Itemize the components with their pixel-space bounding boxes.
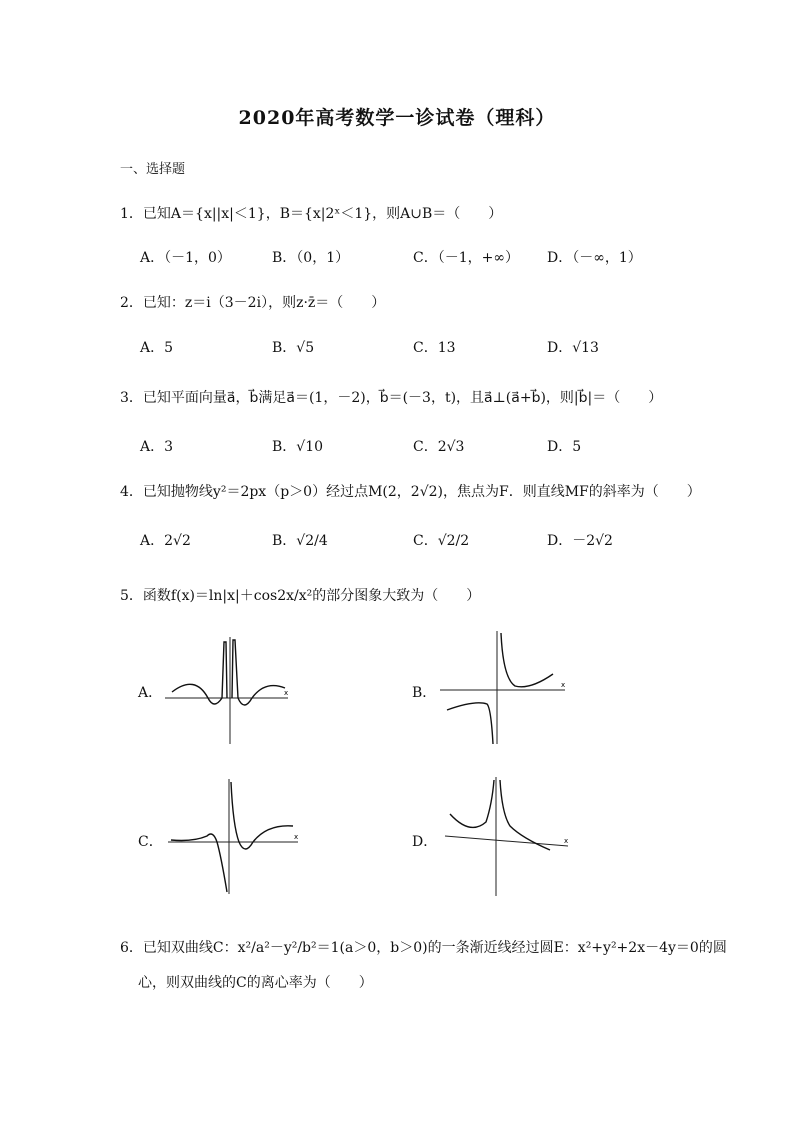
question-number: 2． [120, 295, 143, 311]
question-4 [120, 481, 701, 501]
graph-c [163, 776, 303, 898]
axis-x-label: x [564, 837, 569, 845]
graph-a-label: A． [138, 685, 163, 701]
axis-x-label: x [561, 681, 566, 689]
graph-c-label: C． [138, 834, 163, 850]
question-1 [120, 203, 502, 223]
curve-right [501, 633, 553, 687]
q3-option-d: D．5 [547, 439, 582, 455]
q4-option-d: D．－2√2 [547, 533, 613, 549]
question-number: 4． [120, 484, 143, 500]
q1-option-c: C．（－1，+∞） [413, 250, 520, 266]
question-5 [120, 585, 480, 605]
q2-option-b: B．√5 [272, 340, 315, 356]
question-stem: 函数f(x)＝ln|x|＋cos2x/x²的部分图象大致为（ ） [142, 588, 481, 604]
x-axis [445, 836, 568, 846]
q4-option-c: C．√2/2 [413, 533, 470, 549]
q3-option-a: A．3 [140, 439, 174, 455]
question-2 [120, 292, 385, 312]
q1-option-b: B．（0，1） [272, 250, 350, 266]
question-number: 6． [120, 940, 143, 956]
q4-option-b: B．√2/4 [272, 533, 328, 549]
curve-left [171, 834, 227, 892]
question-number: 1． [120, 206, 143, 222]
question-3 [120, 387, 662, 407]
curve-left [447, 703, 493, 744]
q3-option-b: B．√10 [272, 439, 324, 455]
axis-x-label: x [284, 689, 289, 697]
q1-option-d: D．（－∞，1） [547, 250, 642, 266]
question-stem: 已知抛物线y²＝2px（p＞0）经过点M(2，2√2)，焦点为F．则直线MF的斜率为（ ） [142, 484, 701, 500]
curve-left [450, 780, 494, 827]
curve-right [500, 780, 550, 850]
question-stem: 已知A＝{x||x|＜1}，B＝{x|2ˣ＜1}，则A∪B＝（ ） [142, 206, 503, 222]
curve-left [172, 642, 227, 704]
q1-option-a: A．（－1，0） [140, 250, 231, 266]
question-stem: 已知：z＝i（3－2i），则z·z̄＝（ ） [142, 295, 386, 311]
section-heading: 一、选择题 [120, 162, 186, 177]
q2-option-c: C．13 [413, 340, 456, 356]
curve-right [232, 640, 285, 705]
graph-b-label: B． [412, 685, 437, 701]
graph-d-label: D． [412, 834, 438, 850]
q4-option-a: A．2√2 [140, 533, 191, 549]
question-number: 3． [120, 390, 143, 406]
question-stem: 已知平面向量a⃗，b⃗满足a⃗＝(1，－2)，b⃗＝(－3，t)，且a⃗⊥(a⃗+b⃗)，则|b⃗|＝（ ） [142, 390, 663, 406]
question-6 [120, 937, 727, 957]
q2-option-a: A．5 [140, 340, 174, 356]
graph-a [160, 632, 295, 747]
question-6-line-2: 心，则双曲线的C的离心率为（ ） [138, 975, 373, 991]
q2-option-d: D．√13 [547, 340, 599, 356]
question-number: 5． [120, 588, 143, 604]
q3-option-c: C．2√3 [413, 439, 465, 455]
curve-right [231, 782, 293, 849]
question-stem-line-1: 已知双曲线C：x²/a²－y²/b²＝1(a＞0，b＞0)的一条渐近线经过圆E：x²+y²+2x－4y＝0的圆 [142, 940, 727, 956]
axis-x-label: x [294, 833, 299, 841]
graph-d [440, 774, 575, 899]
graph-b [435, 628, 570, 748]
page-title: 2020年高考数学一诊试卷（理科） [238, 107, 556, 129]
